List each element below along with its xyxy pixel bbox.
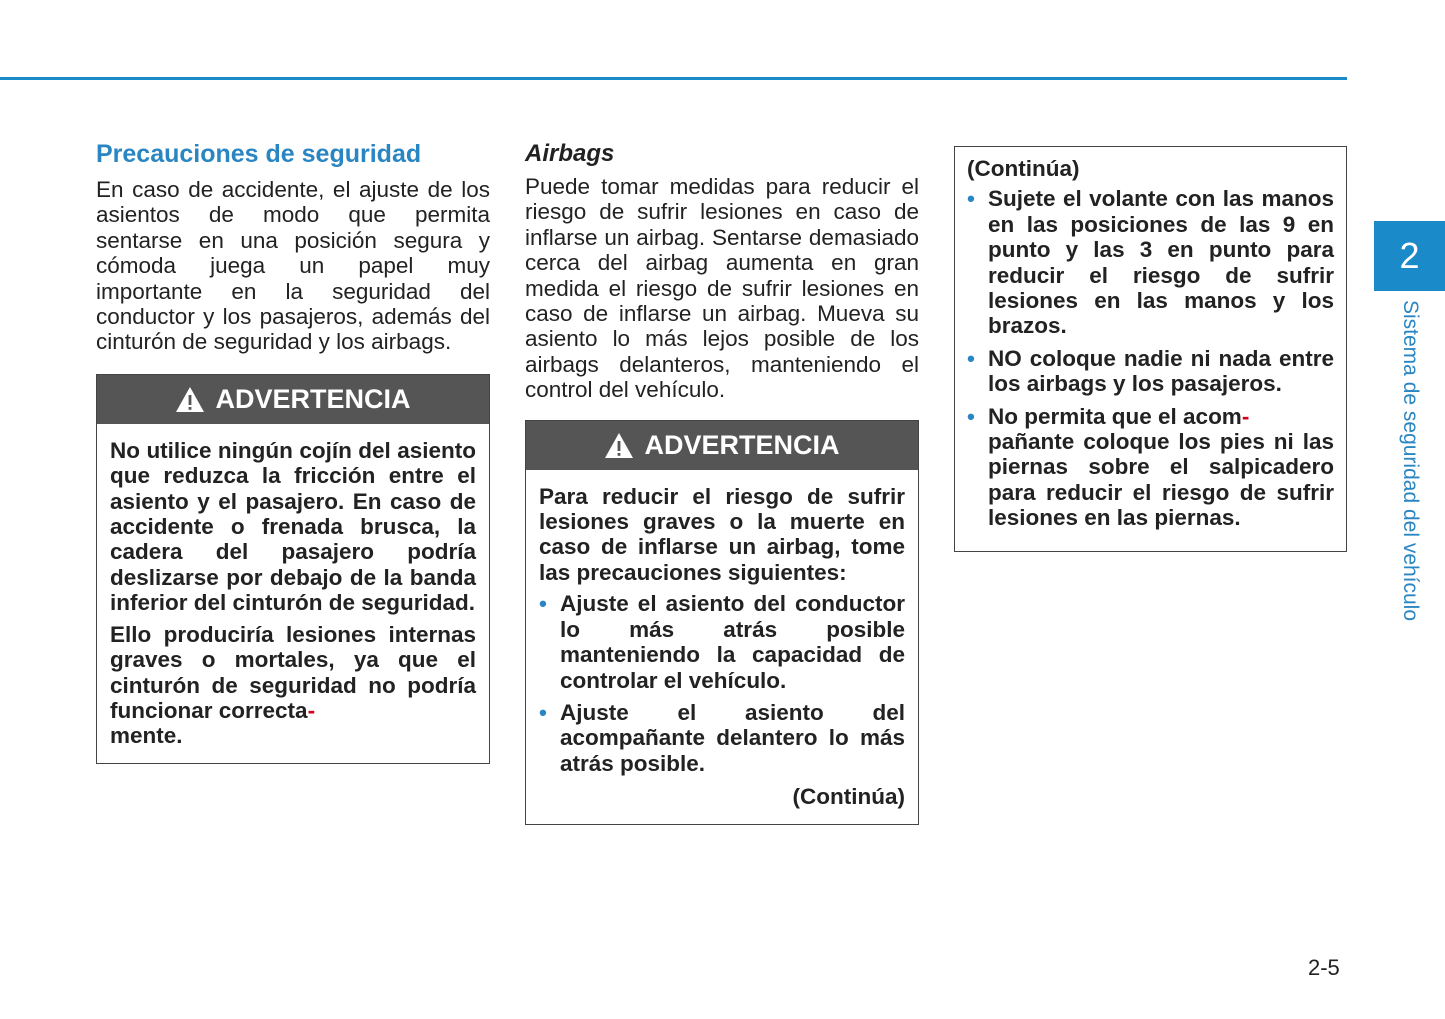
warning-list [539, 591, 905, 776]
warning-box [525, 420, 919, 825]
header-rule [0, 77, 1347, 80]
warning-list [967, 186, 1334, 530]
warning-paragraph [110, 622, 476, 749]
column-2 [525, 140, 919, 825]
warning-header [97, 375, 489, 424]
warning-box [96, 374, 490, 764]
warning-body [526, 470, 918, 824]
warning-triangle-icon [175, 386, 205, 413]
list-item: • Sujete el volante con las manos en las posiciones de las 9 en punto y las 3 en punto para reducir el riesgo de sufrir lesiones en las manos y los brazos. [967, 186, 1334, 338]
warning-label: ADVERTENCIA [644, 429, 840, 460]
chapter-tab: 2 [1374, 221, 1445, 291]
subsection-title: Airbags [525, 140, 615, 167]
warning-text: mente. [110, 723, 183, 749]
intro-paragraph: En caso de accidente, el ajuste de los asientos de modo que permita sentarse en una posición segura y cómoda juega un papel muy importante en la seguridad del conductor y los pasajeros, además del cinturón de seguridad y los airbags. [96, 177, 490, 355]
list-text: pañante coloque los pies ni las piernas sobre el salpicadero para reducir el riesgo de sufrir lesiones en las piernas. [988, 429, 1334, 531]
warning-text: Ello produciría lesiones internas graves o mortales, ya que el cinturón de seguridad no podría funcionar correcta [110, 621, 476, 723]
hyphen: - [1241, 403, 1250, 429]
section-title: Precauciones de seguridad [96, 140, 422, 168]
list-item: • Ajuste el asiento del conductor lo más atrás posible manteniendo la capacidad de controlar el vehículo. [539, 591, 905, 693]
warning-triangle-icon [604, 432, 634, 459]
hyphen: - [307, 697, 316, 723]
page-number: 2-5 [1308, 955, 1340, 980]
continued-box [954, 146, 1347, 552]
list-text: No permita que el acom [988, 403, 1242, 429]
column-1 [96, 140, 490, 764]
column-3 [954, 146, 1347, 552]
chapter-title: Sistema de seguridad del vehículo [1399, 300, 1422, 622]
list-item [967, 404, 1334, 531]
continued-label: (Continúa) [792, 784, 905, 810]
warning-intro: Para reducir el riesgo de sufrir lesiones graves o la muerte en caso de inflarse un airbag, tome las precauciones siguientes: [539, 483, 905, 585]
continued-label: (Continúa) [967, 156, 1080, 181]
list-item: • Ajuste el asiento del acompañante delantero lo más atrás posible. [539, 700, 905, 776]
airbags-paragraph: Puede tomar medidas para reducir el riesgo de sufrir lesiones en caso de inflarse un airbag. Sentarse demasiado cerca del airbag aumenta en gran medida el riesgo de sufrir lesiones en caso de inflarse un airbag. Mueva su asiento lo más lejos posible de los airbags delanteros, manteniendo el control del vehículo. [525, 174, 919, 403]
warning-body [97, 424, 489, 763]
warning-label: ADVERTENCIA [215, 383, 411, 414]
list-item: • NO coloque nadie ni nada entre los airbags y los pasajeros. [967, 346, 1334, 397]
warning-paragraph: No utilice ningún cojín del asiento que reduzca la fricción entre el asiento y el pasajero. En caso de accidente o frenada brusca, la cadera del pasajero podría deslizarse por debajo de la banda inferior del cinturón de seguridad. [110, 437, 476, 616]
warning-header [526, 421, 918, 470]
